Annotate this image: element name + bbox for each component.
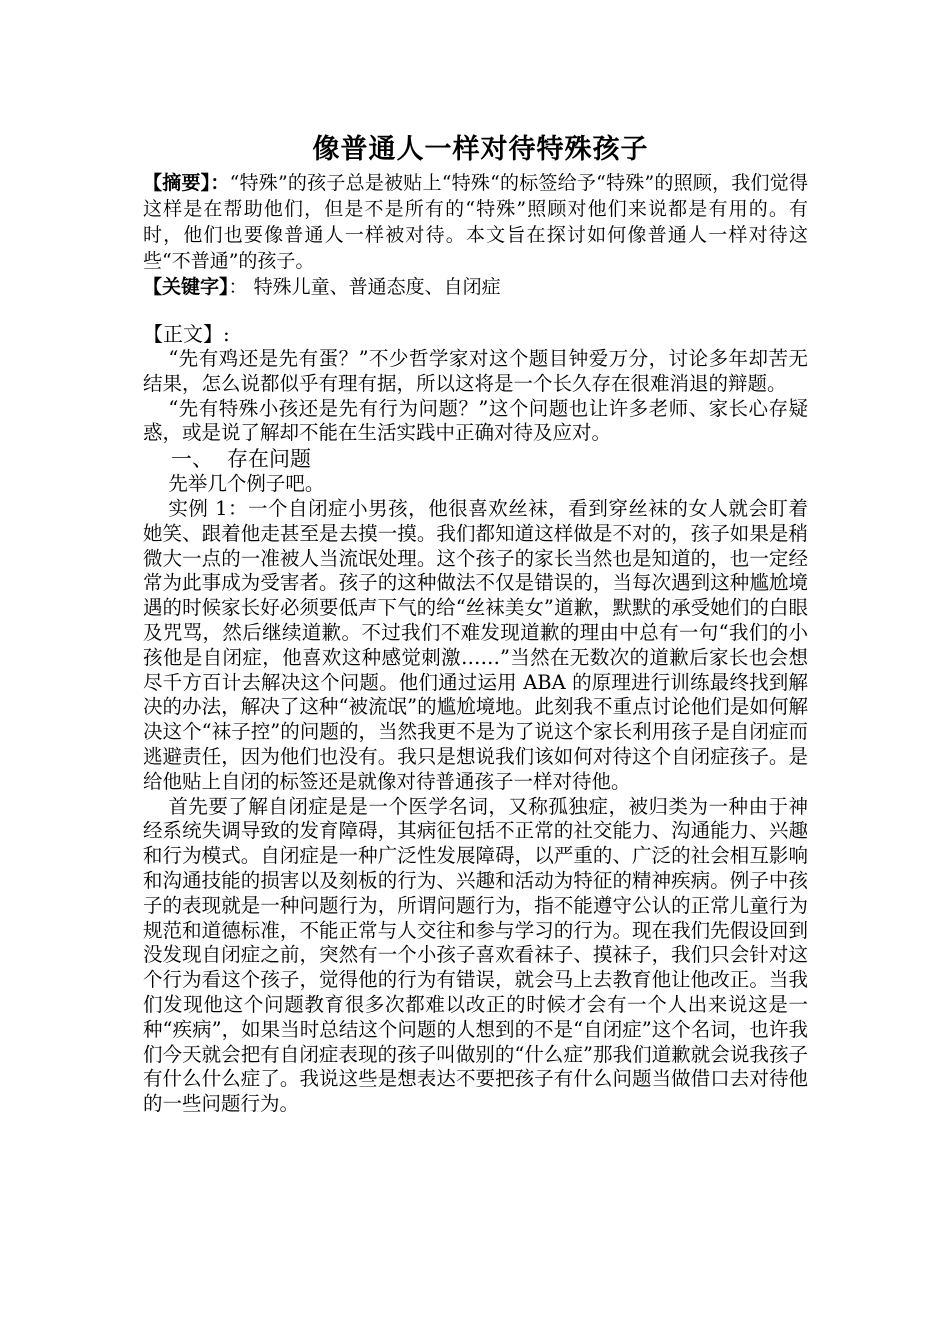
keywords-text: 特殊儿童、普通态度、自闭症 [253,276,501,298]
abstract-label: 【摘要】 [143,172,211,194]
document-title: 像普通人一样对待特殊孩子 [312,134,649,165]
body-paragraph: 先举几个例子吧。 [168,472,325,496]
section-number: 一、 [171,447,213,472]
body-paragraph: 实例 1：一个自闭症小男孩，他很喜欢丝袜，看到穿丝袜的女人就会盯着她笑、跟着他走甚至是去摸一摸。我们都知道这样做是不对的，孩子如果是稍微大一点的一准被人当流氓处理。这个孩子的家长当然也是知道的，也一定经常为此事成为受害者。孩子的这种做法不仅是错误的，当每次遇到这种尴尬境遇的时候家长好必须要低声下气的给“丝袜美女”道歉，默默的承受她们的白眼及咒骂，然后继续道歉。不过我们不难发现道歉的理由中总有一句“我们的小孩他是自闭症，他喜欢这种感觉刺激……”当然在无数次的道歉后家长也会想尽千方百计去解决这个问题。他们通过运用 ABA 的原理进行训练最终找到解决的办法，解决了这种“被流氓”的尴尬境地。此刻我不重点讨论他们是如何解决这个“袜子控”的问题的，当然我更不是为了说这个家长利用孩子是自闭症而逃避责任，因为他们也没有。我只是想说我们该如何对待这个自闭症孩子。是给他贴上自闭的标签还是就像对待普通孩子一样对待他。 [143,496,808,793]
keywords-separator: ： [228,276,248,298]
abstract-text: “特殊”的孩子总是被贴上“特殊“的标签给予“特殊”的照顾，我们觉得这样是在帮助他们，但是不是所有的“特殊”照顾对他们来说都是有用的。有时，他们也要像普通人一样被对待。本文旨在探讨如何像普通人一样对待这些“不普通”的孩子。 [143,172,808,272]
section-heading-text: 存在问题 [227,447,311,472]
blank-line [143,300,808,322]
intro-paragraph: “先有特殊小孩还是先有行为问题？”这个问题也让许多老师、家长心存疑惑，或是说了解却不能在生活实践中正确对待及应对。 [143,396,808,445]
section-heading [143,446,808,472]
abstract-paragraph [143,170,808,274]
body-paragraph: 首先要了解自闭症是是一个医学名词，又称孤独症，被归类为一种由于神经系统失调导致的发育障碍，其病征包括不正常的社交能力、沟通能力、兴趣和行为模式。自闭症是一种广泛性发展障碍，以严重的、广泛的社会相互影响和沟通技能的损害以及刻板的行为、兴趣和活动为特征的精神疾病。例子中孩子的表现就是一种问题行为，所谓问题行为，指不能遵守公认的正常儿童行为规范和道德标准，不能正常与人交往和参与学习的行为。现在我们先假设回到没发现自闭症之前，突然有一个小孩子喜欢看袜子、摸袜子，我们只会针对这个行为看这个孩子，觉得他的行为有错误，就会马上去教育他让他改正。当我们发现他这个问题教育很多次都难以改正的时候才会有一个人出来说这是一种“疾病”，如果当时总结这个问题的人想到的不是“自闭症”这个名词，也许我们今天就会把有自闭症表现的孩子叫做别的“什么症”那我们道歉就会说我孩子有什么什么症了。我说这些是想表达不要把孩子有什么问题当做借口去对待他的一些问题行为。 [143,794,808,1116]
intro-paragraph: “先有鸡还是先有蛋？”不少哲学家对这个题目钟爱万分，讨论多年却苦无结果，怎么说都似乎有理有据，所以这将是一个长久存在很难消退的辩题。 [143,347,808,395]
document-content [143,130,808,1117]
abstract-separator: ： [210,172,230,194]
keywords-paragraph [143,274,808,300]
keywords-label: 【关键字】 [143,276,229,298]
body-label: 【正文】: [143,322,230,346]
